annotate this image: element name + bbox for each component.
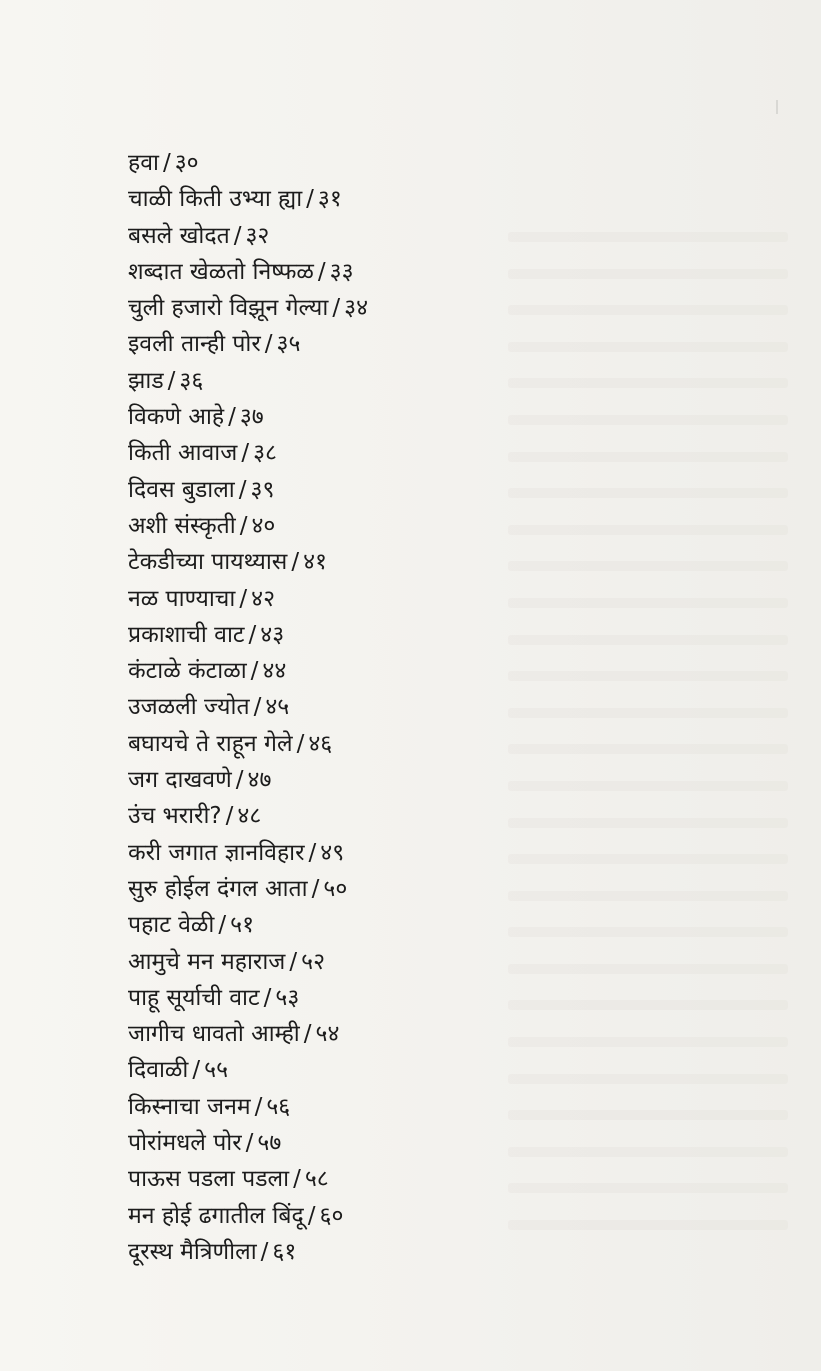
toc-separator: / — [233, 222, 242, 249]
toc-separator: / — [218, 912, 227, 939]
toc-entry-page-number: ५४ — [315, 1021, 340, 1048]
toc-entry-page-number: ५२ — [301, 948, 326, 975]
toc-separator: / — [228, 404, 236, 431]
toc-separator: / — [307, 1202, 316, 1229]
toc-entry — [128, 1089, 368, 1125]
toc-entry-title: पाऊस पडला पडला — [128, 1166, 290, 1193]
toc-entry-title: किती आवाज — [128, 440, 238, 467]
toc-entry-title: टेकडीच्या पायथ्यास — [128, 549, 288, 576]
toc-entry-page-number: ३५ — [276, 331, 301, 358]
toc-separator: / — [332, 295, 341, 322]
toc-entry — [128, 617, 368, 653]
toc-entry-title: पाहू सूर्याची वाट — [128, 984, 260, 1011]
toc-separator: / — [245, 1130, 254, 1157]
toc-separator: / — [317, 258, 326, 285]
toc-entry-title: जग दाखवणे — [128, 767, 232, 794]
toc-entry — [128, 508, 368, 544]
toc-entry-page-number: ३३ — [329, 258, 354, 285]
toc-entry — [128, 871, 368, 907]
toc-entry-page-number: ५१ — [230, 912, 255, 939]
toc-entry — [128, 944, 368, 980]
toc-separator: / — [264, 331, 273, 358]
toc-entry — [128, 218, 368, 254]
toc-separator: / — [291, 549, 300, 576]
toc-entry-title: किस्नाचा जनम — [128, 1093, 251, 1120]
toc-entry-page-number: ४९ — [320, 839, 345, 866]
toc-separator: / — [241, 440, 250, 467]
toc-entry-title: आमुचे मन महाराज — [128, 948, 286, 975]
toc-separator: / — [238, 476, 247, 503]
toc-entry-title: दिवस बुडाला — [128, 476, 235, 503]
toc-separator: / — [250, 658, 259, 685]
toc-entry-title: इवली तान्ही पोर — [128, 331, 261, 358]
toc-separator: / — [296, 730, 305, 757]
toc-separator: / — [293, 1166, 301, 1193]
toc-entry — [128, 798, 368, 834]
toc-entry-page-number: ४८ — [237, 803, 262, 830]
toc-entry — [128, 181, 368, 217]
toc-entry — [128, 907, 368, 943]
toc-entry — [128, 1198, 368, 1234]
toc-entry-page-number: ५३ — [275, 984, 300, 1011]
toc-entry-page-number: ३२ — [245, 222, 270, 249]
toc-separator: / — [239, 512, 248, 539]
toc-entry-page-number: ३१ — [317, 186, 342, 213]
toc-entry-title: पोरांमधले पोर — [128, 1130, 242, 1157]
toc-entry-title: उजळली ज्योत — [128, 694, 250, 721]
toc-entry-title: हवा — [128, 150, 159, 176]
toc-entry-title: दिवाळी — [128, 1057, 189, 1084]
toc-entry-page-number: ४६ — [308, 730, 333, 757]
toc-entry-page-number: ४० — [251, 512, 276, 539]
toc-entry-title: उंच भरारी? — [128, 803, 222, 830]
toc-separator: / — [248, 621, 257, 648]
toc-entry-page-number: ५७ — [257, 1130, 282, 1157]
toc-entry — [128, 145, 368, 181]
toc-separator: / — [253, 694, 262, 721]
toc-entry-title: विकणे आहे — [128, 404, 225, 431]
toc-separator: / — [192, 1057, 201, 1084]
toc-entry-page-number: ३७ — [239, 404, 264, 431]
toc-entry — [128, 363, 368, 399]
toc-entry-title: मन होई ढगातील बिंदू — [128, 1202, 304, 1229]
toc-separator: / — [254, 1093, 263, 1120]
toc-entry — [128, 762, 368, 798]
toc-entry-page-number: ४४ — [262, 658, 287, 685]
toc-entry-title: झाड — [128, 367, 164, 394]
toc-entry-title: करी जगात ज्ञानविहार — [128, 839, 305, 866]
toc-entry — [128, 1052, 368, 1088]
toc-entry-page-number: ६१ — [272, 1238, 297, 1265]
toc-entry — [128, 290, 368, 326]
toc-entry — [128, 1016, 368, 1052]
toc-entry-page-number: ४१ — [303, 549, 327, 576]
toc-entry-page-number: ३४ — [344, 295, 369, 322]
toc-entry — [128, 435, 368, 471]
toc-separator: / — [263, 984, 272, 1011]
toc-entry-title: बघायचे ते राहून गेले — [128, 730, 293, 757]
toc-entry-page-number: ४३ — [260, 621, 285, 648]
toc-entry — [128, 689, 368, 725]
toc-entry-title: कंटाळे कंटाळा — [128, 658, 247, 685]
toc-entry-title: जागीच धावतो आम्ही — [128, 1021, 300, 1048]
toc-separator: / — [306, 186, 314, 213]
toc-entry-title: पहाट वेळी — [128, 912, 215, 939]
toc-entry — [128, 472, 368, 508]
toc-entry-page-number: ५० — [323, 875, 348, 902]
toc-separator: / — [235, 767, 244, 794]
toc-entry-title: नळ पाण्याचा — [128, 585, 236, 612]
page-edge-mark — [776, 100, 778, 114]
toc-entry-page-number: ३९ — [250, 476, 275, 503]
toc-separator: / — [311, 875, 320, 902]
toc-separator: / — [239, 585, 248, 612]
toc-entry — [128, 1161, 368, 1197]
toc-entry — [128, 254, 368, 290]
toc-entry-page-number: ५८ — [304, 1166, 329, 1193]
toc-entry-page-number: ३६ — [179, 367, 204, 394]
toc-entry — [128, 980, 368, 1016]
toc-entry-page-number: ५५ — [204, 1057, 229, 1084]
toc-separator: / — [260, 1238, 269, 1265]
toc-entry-page-number: ६० — [319, 1202, 344, 1229]
toc-separator: / — [289, 948, 298, 975]
toc-entry-title: अशी संस्कृती — [128, 512, 236, 539]
toc-entry-page-number: ३० — [174, 150, 199, 176]
toc-separator: / — [303, 1021, 312, 1048]
toc-entry-title: प्रकाशाची वाट — [128, 621, 245, 648]
toc-entry — [128, 835, 368, 871]
show-through-text — [508, 232, 788, 1257]
toc-entry — [128, 544, 368, 580]
toc-entry-title: चाळी किती उभ्या ह्या — [128, 186, 303, 213]
toc-entry — [128, 326, 368, 362]
toc-entry-title: दूरस्थ मैत्रिणीला — [128, 1238, 257, 1265]
toc-entry-title: सुरु होईल दंगल आता — [128, 875, 308, 902]
toc-entry-title: शब्दात खेळतो निष्फळ — [128, 258, 314, 285]
toc-entry-page-number: ४२ — [251, 585, 276, 612]
toc-entry-title: चुली हजारो विझून गेल्या — [128, 295, 329, 322]
toc-entry — [128, 399, 368, 435]
toc-entry — [128, 581, 368, 617]
toc-entry — [128, 726, 368, 762]
toc-entry — [128, 1125, 368, 1161]
toc-separator: / — [225, 803, 234, 830]
toc-entry-title: बसले खोदत — [128, 222, 230, 249]
toc-separator: / — [308, 839, 317, 866]
toc-entry-page-number: ३८ — [253, 440, 277, 467]
toc-separator: / — [162, 150, 171, 176]
toc-entry-page-number: ४५ — [265, 694, 290, 721]
toc-entry-page-number: ५६ — [266, 1093, 291, 1120]
table-of-contents — [128, 145, 368, 1270]
toc-entry — [128, 1234, 368, 1270]
toc-entry-page-number: ४७ — [247, 767, 272, 794]
toc-entry — [128, 653, 368, 689]
toc-separator: / — [167, 367, 176, 394]
